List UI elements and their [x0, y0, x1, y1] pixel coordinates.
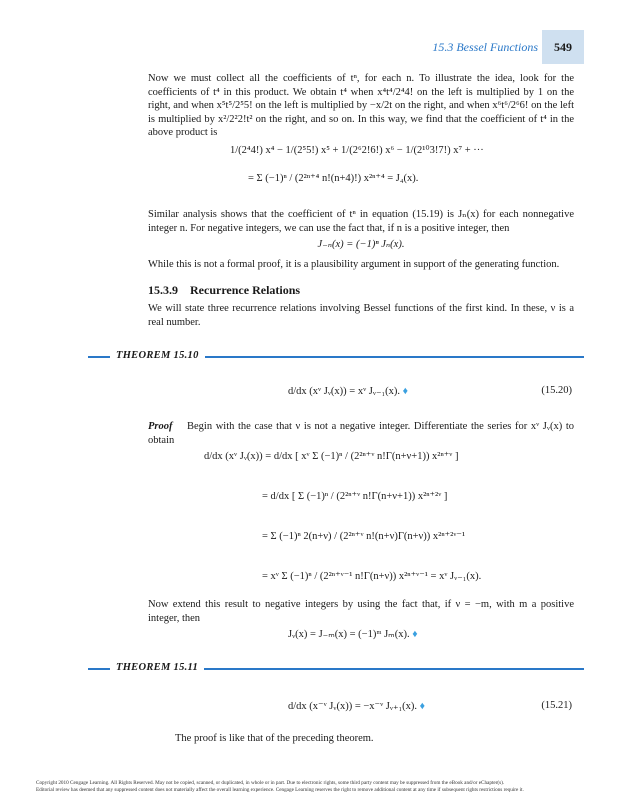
theorem-15-11-formula: d/dx (x⁻ᵛ Jᵥ(x)) = −x⁻ᵛ Jᵥ₊₁(x). — [288, 701, 418, 712]
copyright-footer — [36, 780, 596, 794]
paragraph-proof-similar: The proof is like that of the preceding theorem. — [175, 733, 374, 744]
footer-line-1: Copyright 2010 Cengage Learning. All Rights Reserved. May not be copied, scanned, or duplicated, in whole or in part. Due to electronic rights, some third party content may be suppressed from the eBook and/or eChapter(s). — [36, 780, 505, 786]
end-of-proof-diamond-icon: ♦ — [412, 629, 418, 640]
theorem-15-10-equation — [288, 385, 408, 397]
paragraph-recurrence-intro: We will state three recurrence relations involving Bessel functions of the first kind. In these, ν is a real number. — [148, 303, 574, 328]
proof-text: Begin with the case that ν is not a negative integer. Differentiate the series for xᵛ Jᵥ(x) to obtain — [148, 421, 574, 446]
paragraph-similar-analysis: Similar analysis shows that the coefficient of tⁿ in equation (15.19) is Jₙ(x) for each nonnegative integer n. For negative integers, we can use the fact that, if n is a positive integer, then — [148, 209, 574, 234]
equation-number-15-21: (15.21) — [541, 700, 572, 711]
theorem-15-11-banner — [88, 662, 584, 676]
section-title: Recurrence Relations — [190, 283, 301, 297]
paragraph-coefficients: Now we must collect all the coefficients of tⁿ, for each n. To illustrate the idea, look for the coefficients of t⁴ in this product. We obtain t⁴ when x⁴t⁴/2⁴4! on the left is multiplied by 1 on the right, and when x⁵t⁵/2⁵5! on the left is multiplied by −x/2t on the right, and when x⁶t⁶/2⁶6! on the left is multiplied by x²/2²2!t² on the right, and so on. In this way, we find that the coefficient of t⁴ in the above product is — [148, 73, 574, 138]
theorem-15-11-equation — [288, 700, 425, 712]
proof-equation-line-3: = Σ (−1)ⁿ 2(n+ν) / (2²ⁿ⁺ᵛ n!(n+ν)Γ(n+ν)) x²ⁿ⁺²ᵛ⁻¹ — [262, 531, 466, 542]
proof-paragraph — [148, 420, 574, 447]
equation-negative-m — [288, 628, 418, 640]
paragraph-extend-negative: Now extend this result to negative integers by using the fact that, if ν = −m, with m a positive integer, then — [148, 599, 574, 624]
paragraph-plausibility: While this is not a formal proof, it is a plausibility argument in support of the generating function. — [148, 259, 560, 270]
negative-m-formula: Jᵥ(x) = J₋ₘ(x) = (−1)ᵐ Jₘ(x). — [288, 629, 410, 640]
proof-label: Proof — [148, 421, 173, 432]
running-title: 15.3 Bessel Functions — [432, 40, 538, 54]
section-heading — [148, 283, 300, 298]
equation-number-15-20: (15.20) — [541, 385, 572, 396]
end-of-theorem-diamond-icon: ♦ — [419, 701, 426, 712]
page-header — [0, 30, 622, 64]
equation-negative-index: J₋ₙ(x) = (−1)ⁿ Jₙ(x). — [317, 239, 405, 250]
footer-line-2: Editorial review has deemed that any suppressed content does not materially affect the overall learning experience. Cengage Learning reserves the right to remove additional content at any time if subsequent rights restrictions require it. — [36, 787, 524, 793]
proof-equation-line-2: = d/dx [ Σ (−1)ⁿ / (2²ⁿ⁺ᵛ n!Γ(n+ν+1)) x²ⁿ⁺²ᵛ ] — [262, 491, 448, 502]
end-of-theorem-diamond-icon: ♦ — [402, 386, 409, 397]
equation-j4-series: = Σ (−1)ⁿ / (2²ⁿ⁺⁴ n!(n+4)!) x²ⁿ⁺⁴ = J₄(x). — [248, 173, 419, 184]
theorem-15-10-banner — [88, 350, 584, 364]
theorem-label: THEOREM 15.10 — [110, 350, 205, 361]
equation-coefficient-series: 1/(2⁴4!) x⁴ − 1/(2⁵5!) x⁵ + 1/(2⁶2!6!) x⁶ − 1/(2¹⁰3!7!) x⁷ + ··· — [230, 145, 484, 156]
page-number: 549 — [542, 30, 584, 64]
proof-equation-line-4: = xᵛ Σ (−1)ⁿ / (2²ⁿ⁺ᵛ⁻¹ n!Γ(n+ν)) x²ⁿ⁺ᵛ⁻¹ = xᵛ Jᵥ₋₁(x). — [262, 571, 482, 582]
section-number: 15.3.9 — [148, 283, 178, 297]
theorem-label: THEOREM 15.11 — [110, 662, 204, 673]
proof-equation-line-1: d/dx (xᵛ Jᵥ(x)) = d/dx [ xᵛ Σ (−1)ⁿ / (2²ⁿ⁺ᵛ n!Γ(n+ν+1)) x²ⁿ⁺ᵛ ] — [204, 451, 459, 462]
theorem-15-10-formula: d/dx (xᵛ Jᵥ(x)) = xᵛ Jᵥ₋₁(x). — [288, 386, 401, 397]
